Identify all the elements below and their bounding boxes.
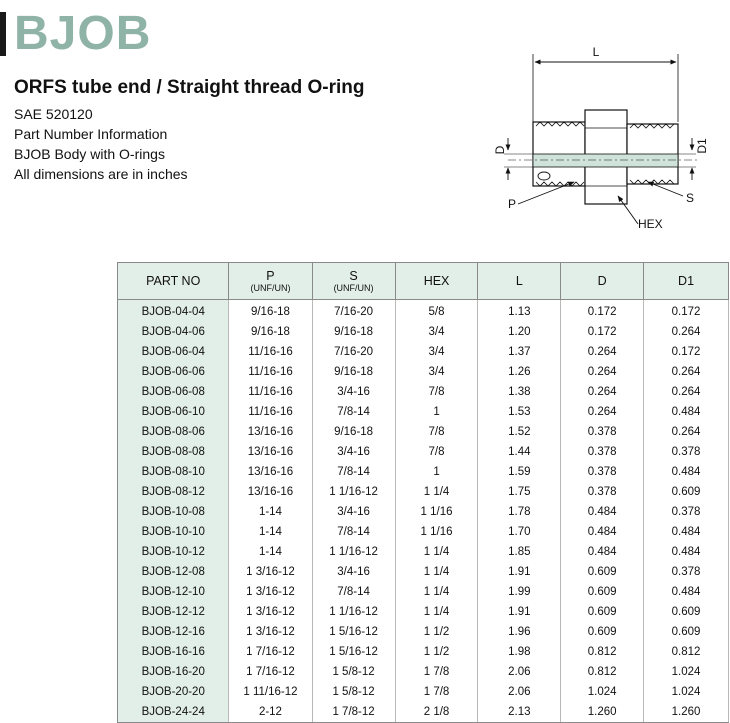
cell-s: 3/4-16 bbox=[312, 442, 395, 462]
cell-d1: 0.172 bbox=[644, 342, 729, 362]
cell-d1: 0.264 bbox=[644, 322, 729, 342]
cell-hex: 7/8 bbox=[395, 442, 478, 462]
cell-part-no: BJOB-24-24 bbox=[118, 702, 229, 723]
cell-d: 0.264 bbox=[561, 382, 644, 402]
cell-d: 0.264 bbox=[561, 342, 644, 362]
cell-l: 1.20 bbox=[478, 322, 561, 342]
col-header-s: S (UNF/UN) bbox=[312, 263, 395, 300]
col-header-d1: D1 bbox=[644, 263, 729, 300]
col-header-l: L bbox=[478, 263, 561, 300]
col-header-hex: HEX bbox=[395, 263, 478, 300]
label-l: L bbox=[592, 45, 600, 59]
cell-hex: 1 1/16 bbox=[395, 502, 478, 522]
cell-part-no: BJOB-10-12 bbox=[118, 542, 229, 562]
cell-s: 3/4-16 bbox=[312, 562, 395, 582]
cell-d: 0.609 bbox=[561, 562, 644, 582]
cell-hex: 1 1/4 bbox=[395, 562, 478, 582]
cell-d: 0.812 bbox=[561, 642, 644, 662]
cell-l: 1.59 bbox=[478, 462, 561, 482]
cell-l: 1.91 bbox=[478, 562, 561, 582]
cell-hex: 1 1/4 bbox=[395, 482, 478, 502]
cell-part-no: BJOB-04-04 bbox=[118, 300, 229, 323]
table-row bbox=[118, 462, 729, 482]
cell-d: 0.378 bbox=[561, 422, 644, 442]
cell-l: 1.44 bbox=[478, 442, 561, 462]
cell-l: 2.13 bbox=[478, 702, 561, 723]
cell-hex: 1 1/2 bbox=[395, 622, 478, 642]
cell-p: 11/16-16 bbox=[229, 382, 312, 402]
cell-d: 0.609 bbox=[561, 602, 644, 622]
table-row bbox=[118, 662, 729, 682]
cell-part-no: BJOB-12-10 bbox=[118, 582, 229, 602]
page-subtitle: ORFS tube end / Straight thread O-ring bbox=[14, 77, 365, 98]
cell-s: 9/16-18 bbox=[312, 322, 395, 342]
info-line: All dimensions are in inches bbox=[14, 166, 188, 182]
cell-d: 0.264 bbox=[561, 402, 644, 422]
cell-s: 1 5/16-12 bbox=[312, 622, 395, 642]
table-row bbox=[118, 502, 729, 522]
cell-s: 1 1/16-12 bbox=[312, 542, 395, 562]
cell-d1: 0.264 bbox=[644, 362, 729, 382]
label-hex: HEX bbox=[638, 217, 663, 231]
cell-d1: 0.609 bbox=[644, 602, 729, 622]
cell-p: 13/16-16 bbox=[229, 442, 312, 462]
cell-p: 11/16-16 bbox=[229, 362, 312, 382]
cell-d1: 0.264 bbox=[644, 422, 729, 442]
table-row bbox=[118, 522, 729, 542]
cell-part-no: BJOB-12-16 bbox=[118, 622, 229, 642]
cell-p: 1-14 bbox=[229, 522, 312, 542]
table-row bbox=[118, 542, 729, 562]
cell-p: 11/16-16 bbox=[229, 342, 312, 362]
cell-l: 2.06 bbox=[478, 682, 561, 702]
cell-d1: 0.172 bbox=[644, 300, 729, 323]
col-header-p: P (UNF/UN) bbox=[229, 263, 312, 300]
cell-hex: 1 7/8 bbox=[395, 682, 478, 702]
table-row bbox=[118, 602, 729, 622]
cell-d1: 0.812 bbox=[644, 642, 729, 662]
cell-part-no: BJOB-16-16 bbox=[118, 642, 229, 662]
cell-hex: 1 bbox=[395, 462, 478, 482]
cell-hex: 1 1/16 bbox=[395, 522, 478, 542]
cell-s: 3/4-16 bbox=[312, 382, 395, 402]
cell-d: 0.484 bbox=[561, 502, 644, 522]
cell-s: 7/16-20 bbox=[312, 342, 395, 362]
cell-p: 1 3/16-12 bbox=[229, 602, 312, 622]
label-p: P bbox=[507, 197, 516, 211]
cell-part-no: BJOB-08-10 bbox=[118, 462, 229, 482]
cell-part-no: BJOB-06-04 bbox=[118, 342, 229, 362]
cell-s: 7/16-20 bbox=[312, 300, 395, 323]
cell-l: 1.52 bbox=[478, 422, 561, 442]
cell-d1: 0.484 bbox=[644, 522, 729, 542]
cell-d1: 0.609 bbox=[644, 622, 729, 642]
table-header-row bbox=[118, 263, 729, 300]
cell-d: 0.172 bbox=[561, 322, 644, 342]
cell-s: 7/8-14 bbox=[312, 402, 395, 422]
cell-s: 7/8-14 bbox=[312, 522, 395, 542]
cell-l: 2.06 bbox=[478, 662, 561, 682]
cell-p: 1-14 bbox=[229, 502, 312, 522]
cell-d1: 0.378 bbox=[644, 442, 729, 462]
label-d: D bbox=[493, 145, 507, 155]
cell-hex: 2 1/8 bbox=[395, 702, 478, 723]
cell-s: 1 1/16-12 bbox=[312, 482, 395, 502]
table-row bbox=[118, 382, 729, 402]
cell-d: 1.024 bbox=[561, 682, 644, 702]
cell-d1: 0.484 bbox=[644, 402, 729, 422]
cell-s: 7/8-14 bbox=[312, 462, 395, 482]
cell-d: 0.812 bbox=[561, 662, 644, 682]
cell-part-no: BJOB-06-10 bbox=[118, 402, 229, 422]
col-header-d: D bbox=[561, 263, 644, 300]
cell-hex: 3/4 bbox=[395, 322, 478, 342]
cell-s: 1 7/8-12 bbox=[312, 702, 395, 723]
cell-d: 1.260 bbox=[561, 702, 644, 723]
cell-d: 0.609 bbox=[561, 582, 644, 602]
cell-hex: 1 7/8 bbox=[395, 662, 478, 682]
cell-p: 11/16-16 bbox=[229, 402, 312, 422]
table-row bbox=[118, 482, 729, 502]
cell-d1: 0.609 bbox=[644, 482, 729, 502]
cell-s: 9/16-18 bbox=[312, 422, 395, 442]
cell-d1: 1.024 bbox=[644, 662, 729, 682]
info-line: Part Number Information bbox=[14, 126, 168, 142]
cell-l: 1.78 bbox=[478, 502, 561, 522]
cell-d: 0.264 bbox=[561, 362, 644, 382]
table-row bbox=[118, 682, 729, 702]
cell-l: 1.75 bbox=[478, 482, 561, 502]
table-row bbox=[118, 402, 729, 422]
cell-s: 3/4-16 bbox=[312, 502, 395, 522]
cell-d1: 1.260 bbox=[644, 702, 729, 723]
cell-part-no: BJOB-10-08 bbox=[118, 502, 229, 522]
cell-d: 0.172 bbox=[561, 300, 644, 323]
cell-d1: 1.024 bbox=[644, 682, 729, 702]
cell-d: 0.484 bbox=[561, 542, 644, 562]
table-row bbox=[118, 322, 729, 342]
cell-p: 1 7/16-12 bbox=[229, 642, 312, 662]
cell-p: 13/16-16 bbox=[229, 482, 312, 502]
page-title: BJOB bbox=[14, 7, 152, 60]
table-row bbox=[118, 442, 729, 462]
title-accent-bar bbox=[0, 12, 6, 56]
cell-part-no: BJOB-16-20 bbox=[118, 662, 229, 682]
fitting-diagram bbox=[478, 38, 710, 236]
cell-hex: 3/4 bbox=[395, 362, 478, 382]
cell-p: 1 7/16-12 bbox=[229, 662, 312, 682]
table-row bbox=[118, 702, 729, 723]
cell-d: 0.378 bbox=[561, 482, 644, 502]
cell-p: 1 3/16-12 bbox=[229, 582, 312, 602]
part-number-table bbox=[117, 262, 729, 723]
table-row bbox=[118, 422, 729, 442]
cell-part-no: BJOB-08-08 bbox=[118, 442, 229, 462]
cell-l: 1.13 bbox=[478, 300, 561, 323]
info-block bbox=[14, 104, 188, 184]
table-row bbox=[118, 562, 729, 582]
cell-part-no: BJOB-12-08 bbox=[118, 562, 229, 582]
cell-l: 1.99 bbox=[478, 582, 561, 602]
cell-d1: 0.264 bbox=[644, 382, 729, 402]
cell-hex: 1 1/4 bbox=[395, 542, 478, 562]
cell-d1: 0.484 bbox=[644, 462, 729, 482]
cell-d: 0.378 bbox=[561, 462, 644, 482]
table-row bbox=[118, 622, 729, 642]
cell-p: 9/16-18 bbox=[229, 300, 312, 323]
cell-s: 1 5/8-12 bbox=[312, 682, 395, 702]
cell-l: 1.91 bbox=[478, 602, 561, 622]
cell-d: 0.484 bbox=[561, 522, 644, 542]
cell-d: 0.609 bbox=[561, 622, 644, 642]
info-line: BJOB Body with O-rings bbox=[14, 146, 165, 162]
cell-l: 1.37 bbox=[478, 342, 561, 362]
cell-hex: 1 1/4 bbox=[395, 582, 478, 602]
cell-p: 13/16-16 bbox=[229, 422, 312, 442]
cell-p: 2-12 bbox=[229, 702, 312, 723]
col-header-part-no: PART NO bbox=[118, 263, 229, 300]
cell-hex: 7/8 bbox=[395, 422, 478, 442]
table-row bbox=[118, 342, 729, 362]
cell-part-no: BJOB-08-06 bbox=[118, 422, 229, 442]
cell-part-no: BJOB-20-20 bbox=[118, 682, 229, 702]
cell-hex: 1 1/4 bbox=[395, 602, 478, 622]
cell-p: 13/16-16 bbox=[229, 462, 312, 482]
cell-hex: 7/8 bbox=[395, 382, 478, 402]
cell-l: 1.26 bbox=[478, 362, 561, 382]
cell-l: 1.70 bbox=[478, 522, 561, 542]
cell-d1: 0.484 bbox=[644, 582, 729, 602]
cell-hex: 3/4 bbox=[395, 342, 478, 362]
cell-p: 9/16-18 bbox=[229, 322, 312, 342]
cell-part-no: BJOB-04-06 bbox=[118, 322, 229, 342]
cell-d1: 0.378 bbox=[644, 562, 729, 582]
cell-part-no: BJOB-08-12 bbox=[118, 482, 229, 502]
cell-l: 1.96 bbox=[478, 622, 561, 642]
cell-d1: 0.378 bbox=[644, 502, 729, 522]
cell-s: 9/16-18 bbox=[312, 362, 395, 382]
cell-part-no: BJOB-06-06 bbox=[118, 362, 229, 382]
cell-part-no: BJOB-06-08 bbox=[118, 382, 229, 402]
cell-p: 1-14 bbox=[229, 542, 312, 562]
label-s: S bbox=[686, 191, 695, 205]
cell-s: 1 5/8-12 bbox=[312, 662, 395, 682]
cell-l: 1.53 bbox=[478, 402, 561, 422]
cell-l: 1.38 bbox=[478, 382, 561, 402]
cell-d: 0.378 bbox=[561, 442, 644, 462]
cell-hex: 1 bbox=[395, 402, 478, 422]
cell-part-no: BJOB-10-10 bbox=[118, 522, 229, 542]
cell-l: 1.85 bbox=[478, 542, 561, 562]
cell-hex: 5/8 bbox=[395, 300, 478, 323]
cell-s: 1 5/16-12 bbox=[312, 642, 395, 662]
table-row bbox=[118, 642, 729, 662]
cell-part-no: BJOB-12-12 bbox=[118, 602, 229, 622]
cell-s: 7/8-14 bbox=[312, 582, 395, 602]
cell-l: 1.98 bbox=[478, 642, 561, 662]
cell-s: 1 1/16-12 bbox=[312, 602, 395, 622]
cell-hex: 1 1/2 bbox=[395, 642, 478, 662]
table-row bbox=[118, 362, 729, 382]
cell-p: 1 11/16-12 bbox=[229, 682, 312, 702]
table-row bbox=[118, 300, 729, 323]
cell-d1: 0.484 bbox=[644, 542, 729, 562]
label-d1: D1 bbox=[695, 138, 709, 154]
cell-p: 1 3/16-12 bbox=[229, 622, 312, 642]
cell-p: 1 3/16-12 bbox=[229, 562, 312, 582]
info-line: SAE 520120 bbox=[14, 106, 93, 122]
table-row bbox=[118, 582, 729, 602]
